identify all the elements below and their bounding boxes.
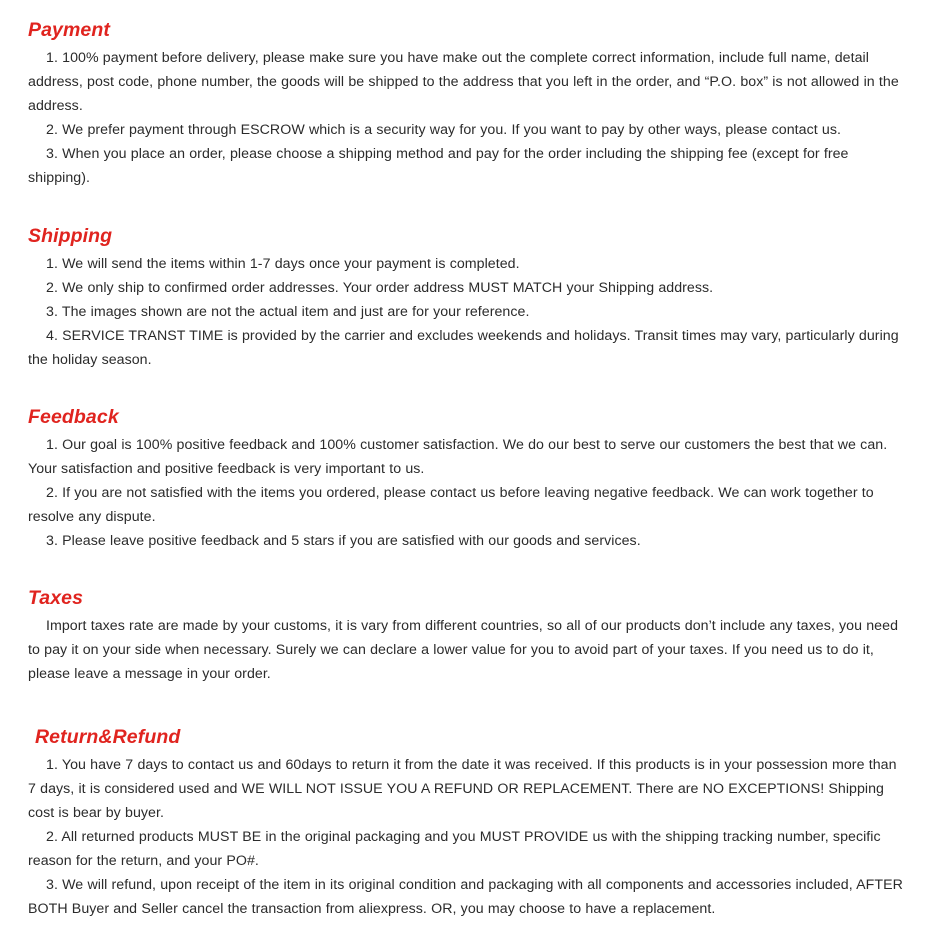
- shipping-item-1: 1. We will send the items within 1-7 days once your payment is completed.: [46, 255, 520, 272]
- feedback-item-3: 3. Please leave positive feedback and 5 stars if you are satisfied with our goods and services.: [46, 533, 641, 550]
- section-payment: [22, 17, 908, 191]
- payment-item-3: 3. When you place an order, please choose a shipping method and pay for the order including the shipping fee (except for free shipping).: [28, 146, 849, 187]
- section-heading-return-refund: Return&Refund: [35, 725, 181, 748]
- spacer-before-feedback: [22, 384, 908, 404]
- spacer-before-taxes: [22, 565, 908, 585]
- taxes-paragraph: Import taxes rate are made by your customs, it is vary from different countries, so all of our products don’t include any taxes, you need to pay it on your side when necessary. Surely we can declare a lower value for you to avoid part of your taxes. If you need us to do it, please leave a message in your order.: [28, 617, 899, 682]
- section-heading-payment: Payment: [28, 19, 110, 41]
- shipping-item-4: 4. SERVICE TRANST TIME is provided by the carrier and excludes weekends and holidays. Transit times may vary, particularly during the holiday season.: [28, 327, 899, 368]
- spacer-before-shipping: [22, 203, 908, 223]
- shipping-item-2: 2. We only ship to confirmed order addresses. Your order address MUST MATCH your Shipping address.: [46, 279, 714, 296]
- section-heading-shipping: Shipping: [28, 224, 113, 247]
- section-feedback: [22, 404, 908, 553]
- section-taxes: [22, 585, 908, 686]
- return-item-1: 1. You have 7 days to contact us and 60days to return it from the date it was received. If this products is in your possession more than 7 days, it is considered used and WE WILL NOT ISSUE YOU A REFUND OR REPLACEMENT. There are NO EXCEPTIONS! Shipping cost is bear by buyer.: [28, 756, 897, 821]
- section-heading-taxes: Taxes: [28, 586, 84, 609]
- feedback-item-2: 2. If you are not satisfied with the items you ordered, please contact us before leaving negative feedback. We can work together to resolve any dispute.: [28, 485, 874, 526]
- return-item-3: 3. We will refund, upon receipt of the item in its original condition and packaging with all components and accessories included, AFTER BOTH Buyer and Seller cancel the transaction from aliexpress. OR, you may choose to have a replacement.: [28, 877, 903, 918]
- section-return-refund: [22, 724, 908, 922]
- spacer-before-return: [22, 699, 908, 724]
- payment-item-1: 1. 100% payment before delivery, please make sure you have make out the complete correct information, include full name, detail address, post code, phone number, the goods will be shipped to the address that you left in the order, and “P.O. box” is not allowed in the address.: [28, 50, 899, 115]
- return-item-2: 2. All returned products MUST BE in the original packaging and you MUST PROVIDE us with the shipping tracking number, specific reason for the return, and your PO#.: [28, 829, 881, 870]
- section-shipping: [22, 223, 908, 372]
- feedback-item-1: 1. Our goal is 100% positive feedback and 100% customer satisfaction. We do our best to serve our customers the best that we can. Your satisfaction and positive feedback is very important to us.: [28, 437, 888, 478]
- shipping-item-3: 3. The images shown are not the actual item and just are for your reference.: [46, 303, 530, 320]
- section-heading-feedback: Feedback: [28, 406, 119, 429]
- payment-item-2: 2. We prefer payment through ESCROW which is a security way for you. If you want to pay by other ways, please contact us.: [46, 122, 841, 139]
